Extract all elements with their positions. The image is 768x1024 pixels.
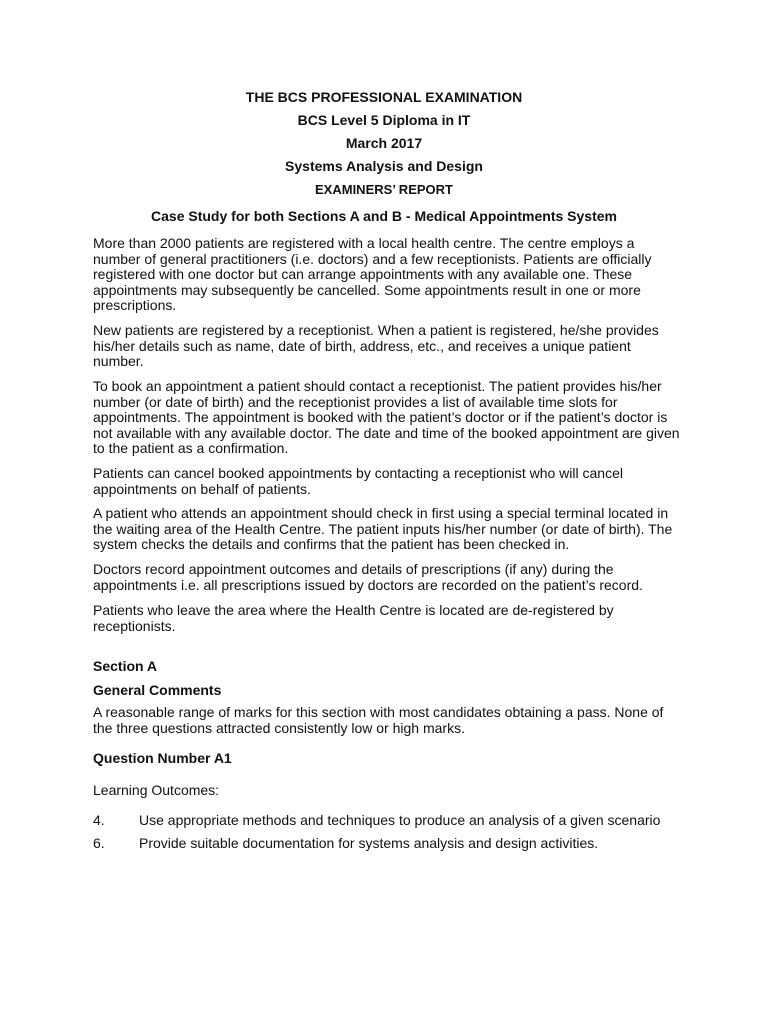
case-paragraph-1: More than 2000 patients are registered with a local health centre. The centre employs a number of general practitioners (i.e. doctors) and a few receptionists. Patients are officially registered with one doctor but can arrange appointments with any available one. These appointments may subsequently be cancelled. Some appointments result in one or more prescriptions. xyxy=(93,235,652,314)
question-a1-heading: Question Number A1 xyxy=(93,750,232,766)
outcome-number: 4. xyxy=(93,812,105,828)
case-study-title: Case Study for both Sections A and B - Medical Appointments System xyxy=(151,208,617,224)
general-comments-heading: General Comments xyxy=(93,682,222,698)
learning-outcomes-label: Learning Outcomes: xyxy=(93,782,220,798)
diploma-level: BCS Level 5 Diploma in IT xyxy=(297,112,471,128)
outcome-number: 6. xyxy=(93,835,105,851)
learning-outcome-item xyxy=(93,834,693,852)
case-paragraph-5: A patient who attends an appointment should check in first using a special terminal located in the waiting area of the Health Centre. The patient inputs his/her number (or date of birth). The system checks the details and confirms that the patient has been checked in. xyxy=(93,505,673,553)
exam-date: March 2017 xyxy=(345,135,423,151)
case-paragraph-3: To book an appointment a patient should contact a receptionist. The patient provides his/her number (or date of birth) and the receptionist provides a list of available time slots for appointments. The appointment is booked with the patient’s doctor or if the patient’s doctor is not available with any available doctor. The date and time of the booked appointment are given to the patient as a confirmation. xyxy=(93,378,680,457)
case-paragraph-6: Doctors record appointment outcomes and details of prescriptions (if any) during the appointments i.e. all prescriptions issued by doctors are recorded on the patient’s record. xyxy=(93,561,643,593)
document-header xyxy=(0,86,768,201)
case-paragraph-7: Patients who leave the area where the Health Centre is located are de-registered by receptionists. xyxy=(93,602,614,634)
case-paragraph-2: New patients are registered by a receptionist. When a patient is registered, he/she provides his/her details such as name, date of birth, address, etc., and receives a unique patient number. xyxy=(93,322,659,370)
section-a-heading: Section A xyxy=(93,658,158,674)
outcome-text: Use appropriate methods and techniques to produce an analysis of a given scenario xyxy=(139,812,661,828)
report-title: EXAMINERS’ REPORT xyxy=(315,182,453,197)
learning-outcome-item xyxy=(93,811,693,829)
general-comments-text: A reasonable range of marks for this section with most candidates obtaining a pass. None of the three questions attracted consistently low or high marks. xyxy=(93,704,664,736)
case-paragraph-4: Patients can cancel booked appointments by contacting a receptionist who will cancel appointments on behalf of patients. xyxy=(93,465,623,497)
subject-title: Systems Analysis and Design xyxy=(285,158,483,174)
exam-title: THE BCS PROFESSIONAL EXAMINATION xyxy=(245,89,523,105)
outcome-text: Provide suitable documentation for systems analysis and design activities. xyxy=(139,835,599,851)
